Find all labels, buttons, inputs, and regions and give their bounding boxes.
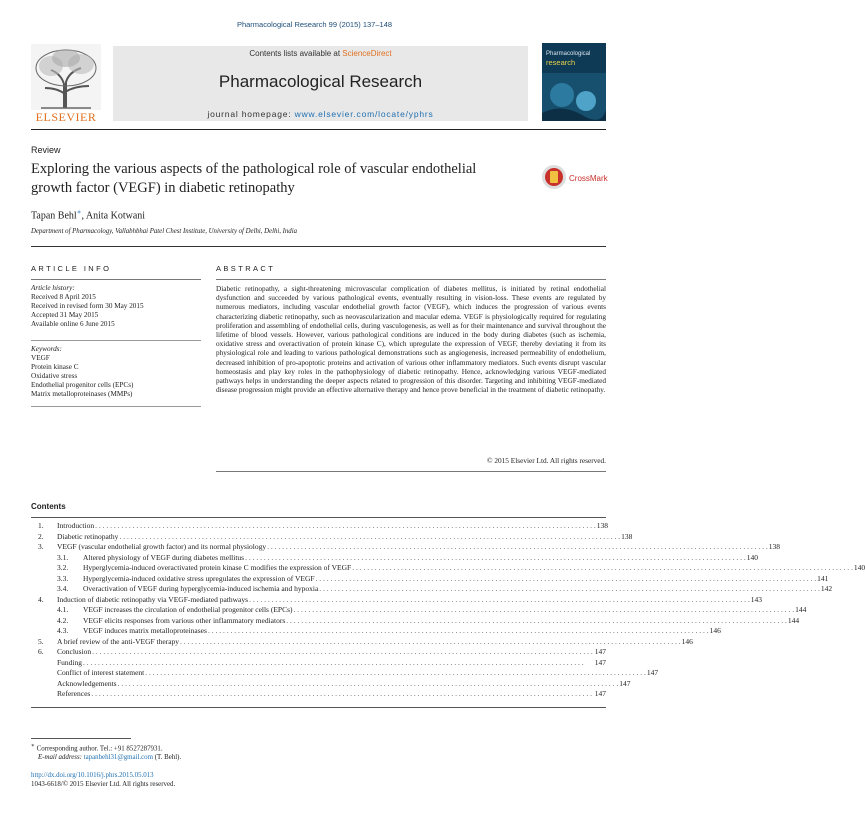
toc-entry[interactable] [31, 563, 865, 573]
metadata-rule [31, 246, 606, 247]
toc-entry[interactable] [31, 594, 762, 605]
cover-title-1: Pharmacological [546, 51, 591, 57]
toc-page: 147 [646, 668, 659, 677]
crossmark-icon[interactable] [541, 163, 607, 191]
toc-number: 5. [38, 636, 44, 646]
toc-number [31, 658, 57, 668]
issn-copyright: 1043-6618/© 2015 Elsevier Ltd. All rights reserved. [31, 781, 176, 788]
toc-entry[interactable] [31, 636, 693, 647]
toc-leader: . . . . . . . . . . . . . . . . . . . . . . . . . . . . . . . . . . . . . . . . . . . . . . . . . . . . . . . . . . . . . . . . . . . . . . . . . . . . . . . . . . . . . . . . . . . . . . . . . . . . . . . . . . . . . . . . . . . . . . . . . . . . . . . . . . . . . . [352, 563, 853, 572]
toc-leader: . . . . . . . . . . . . . . . . . . . . . . . . . . . . . . . . . . . . . . . . . . . . . . . . . . . . . . . . . . . . . . . . . . . . . . . . . . . . . . . . . . . . . . . . . . . . . . . . . . . . . . . . . . . . . . . . . . . . . . . . . . . . . . . . . . . . . . [91, 689, 592, 698]
crossmark-label: CrossMark [569, 174, 608, 183]
toc-page: 140 [853, 563, 865, 572]
toc-leader: . . . . . . . . . . . . . . . . . . . . . . . . . . . . . . . . . . . . . . . . . . . . . . . . . . . . . . . . . . . . . . . . . . . . . . . . . . . . . . . . . . . . . . . . . . . . . . . . . . . . . . . . . . . . . . . . . . . . . . . . . . . . . . . . . . . . . . [315, 573, 817, 583]
article-history [31, 284, 201, 329]
toc-leader: . . . . . . . . . . . . . . . . . . . . . . . . . . . . . . . . . . . . . . . . . . . . . . . . . . . . . . . . . . . . . . . . . . . . . . . . . . . . . . . . . . . . . . . . . . . . . . . . . . . . . . . . . . . . . . . . . . . . . . . . . . . . . . . . . . . . . . [319, 584, 820, 593]
author-2: , Anita Kotwani [81, 210, 146, 222]
toc-leader: . . . . . . . . . . . . . . . . . . . . . . . . . . . . . . . . . . . . . . . . . . . . . . . . . . . . . . . . . . . . . . . . . . . . . . . . . . . . . . . . . . . . . . . . . . . . . . . . . . . . . . . . . . . . . . . . . . . . . . . . . . . . . . . . . . . . . . [83, 657, 584, 667]
toc-leader: . . . . . . . . . . . . . . . . . . . . . . . . . . . . . . . . . . . . . . . . . . . . . . . . . . . . . . . . . . . . . . . . . . . . . . . . . . . . . . . . . . . . . . . . . . . . . . . . . . . . . . . . . . . . . . . . . . . . . . . . . . . . . . . . . . . . . . [207, 626, 709, 635]
toc-number: 4. [38, 594, 44, 604]
toc-label[interactable]: References [57, 689, 91, 698]
toc-page: 146 [681, 636, 693, 646]
toc-entry[interactable] [31, 626, 721, 636]
toc-number: 3. [38, 542, 44, 551]
toc-label[interactable]: Conflict of interest statement [57, 668, 145, 677]
toc-number: 3.1. [57, 552, 69, 562]
toc-entry[interactable] [31, 542, 780, 552]
toc-label[interactable]: Hyperglycemia-induced oxidative stress upregulates the expression of VEGF [83, 573, 315, 583]
footnote-star: ∗ [31, 743, 35, 749]
toc-label[interactable]: VEGF increases the circulation of endothelial progenitor cells (EPCs) [83, 605, 293, 614]
running-head[interactable]: Pharmacological Research 99 (2015) 137–148 [236, 20, 393, 29]
homepage-prefix: journal homepage: [207, 109, 295, 119]
toc-number: 1. [38, 521, 44, 530]
email-suffix: (T. Behl). [153, 754, 182, 762]
corresponding-author-mark[interactable]: ∗ [76, 208, 82, 216]
history-rule [31, 340, 201, 341]
history-item: Accepted 31 May 2015 [31, 311, 99, 319]
abstract-text: Diabetic retinopathy, a sight-threatening microvascular complication of diabetes mellitus, is initiated by retinal endothelial dysfunction and succeeded by various pathological events, eventually resulting in vision-loss. These events are regulated by numerous mediators, including vascular endothelial growth factor (VEGF), which induces the progression of various events characterizing diabetic retinopathy, such as neovascularization and macular edema. VEGF is physiologically required for regulating proliferation and assembling of endothelial cells, during vasculogenesis, as well as for their maintenance and survival throughout the lifetime of blood vessels. However, various pathological conditions are induced in the body during diabetes (such as ischemia, oxidative stress and overactivation of protein kinase C), which upregulate the expression of VEGF, thereby deviating it from its physiological role and leading to various pathological demonstrations such as angiogenesis, increased permeability of endothelium, decreased inhibition of pro-apoptotic proteins and activation of various other inflammatory mediators. Such events disrupt vascular homeostasis and play key roles in the pathophysiology of diabetic retinopathy. Hence, acknowledging various VEGF-mediated pathways helps in understanding the deeper aspects related to progression of this disorder. Targeting and inhibiting VEGF-mediated disease progression might provide an effective alternative therapy and hence prove beneficial in the treatment of diabetic retinopathy. [216, 284, 606, 395]
history-item: Received in revised form 30 May 2015 [31, 302, 144, 310]
author-list [31, 208, 145, 221]
toc-label[interactable]: VEGF elicits responses from various other inflammatory mediators [83, 615, 286, 625]
toc-label[interactable]: Altered physiology of VEGF during diabetes mellitus [83, 552, 245, 562]
toc-number: 3.4. [57, 584, 69, 593]
abstract-rule [216, 279, 606, 280]
toc-page: 138 [768, 542, 780, 551]
toc-label[interactable]: Introduction [57, 521, 95, 530]
contents-heading: Contents [31, 502, 66, 511]
toc-label[interactable]: Overactivation of VEGF during hyperglycemia-induced ischemia and hypoxia [83, 584, 319, 593]
toc-entry[interactable] [31, 584, 833, 594]
toc-number: 4.2. [57, 615, 69, 625]
header-rule [31, 129, 606, 130]
toc-leader: . . . . . . . . . . . . . . . . . . . . . . . . . . . . . . . . . . . . . . . . . . . . . . . . . . . . . . . . . . . . . . . . . . . . . . . . . . . . . . . . . . . . . . . . . . . . . . . . . . . . . . . . . . . . . . . . . . . . . . . . . . . . . . . . . . . . . . [267, 542, 768, 551]
toc-leader: . . . . . . . . . . . . . . . . . . . . . . . . . . . . . . . . . . . . . . . . . . . . . . . . . . . . . . . . . . . . . . . . . . . . . . . . . . . . . . . . . . . . . . . . . . . . . . . . . . . . . . . . . . . . . . . . . . . . . . . . . . . . . . . . . . . . . . [95, 521, 596, 530]
toc-number: 2. [38, 531, 44, 541]
toc-entry[interactable] [31, 615, 800, 626]
cover-artwork [542, 73, 606, 121]
toc-page: 140 [746, 552, 758, 562]
keywords [31, 345, 201, 399]
toc-page: 138 [621, 531, 633, 541]
toc-number: 3.3. [57, 573, 69, 583]
author-1: Tapan Behl [31, 210, 77, 222]
abstract-end-rule [216, 471, 606, 472]
toc-page: 147 [594, 657, 606, 667]
toc-label[interactable]: Induction of diabetic retinopathy via VEGF-mediated pathways [57, 594, 249, 604]
keywords-rule [31, 406, 201, 407]
toc-label[interactable]: Funding [57, 657, 83, 667]
toc-leader: . . . . . . . . . . . . . . . . . . . . . . . . . . . . . . . . . . . . . . . . . . . . . . . . . . . . . . . . . . . . . . . . . . . . . . . . . . . . . . . . . . . . . . . . . . . . . . . . . . . . . . . . . . . . . . . . . . . . . . . . . . . . . . . . . . . . . . [119, 531, 621, 541]
toc-entry[interactable] [31, 521, 606, 531]
toc-entry[interactable] [31, 678, 631, 689]
journal-name: Pharmacological Research [218, 72, 423, 91]
doi-link[interactable]: http://dx.doi.org/10.1016/j.phrs.2015.05.013 [31, 772, 154, 779]
toc-leader: . . . . . . . . . . . . . . . . . . . . . . . . . . . . . . . . . . . . . . . . . . . . . . . . . . . . . . . . . . . . . . . . . . . . . . . . . . . . . . . . . . . . . . . . . . . . . . . . . . . . . . . . . . . . . . . . . . . . . . . . . . . . . . . . . . . . . . [249, 594, 750, 604]
toc-entry[interactable] [31, 658, 606, 668]
toc-leader: . . . . . . . . . . . . . . . . . . . . . . . . . . . . . . . . . . . . . . . . . . . . . . . . . . . . . . . . . . . . . . . . . . . . . . . . . . . . . . . . . . . . . . . . . . . . . . . . . . . . . . . . . . . . . . . . . . . . . . . . . . . . . . . . . . . . . . [117, 678, 619, 688]
toc-number: 4.1. [57, 605, 69, 614]
contents-bottom-rule [31, 707, 606, 708]
toc-page: 144 [795, 605, 807, 614]
toc-entry[interactable] [31, 689, 606, 699]
toc-entry[interactable] [31, 668, 659, 678]
toc-page: 147 [619, 678, 631, 688]
article-title: Exploring the various aspects of the pathological role of vascular endothelial growth factor (VEGF) in diabetic retinopathy [31, 161, 477, 196]
toc-leader: . . . . . . . . . . . . . . . . . . . . . . . . . . . . . . . . . . . . . . . . . . . . . . . . . . . . . . . . . . . . . . . . . . . . . . . . . . . . . . . . . . . . . . . . . . . . . . . . . . . . . . . . . . . . . . . . . . . . . . . . . . . . . . . . . . . . . . [286, 615, 787, 625]
toc-number [31, 689, 57, 699]
toc-entry[interactable] [31, 552, 758, 563]
toc-number: 4.3. [57, 626, 69, 635]
toc-entry[interactable] [31, 573, 829, 584]
toc-label[interactable]: Hyperglycemia-induced overactivated protein kinase C modifies the expression of VEGF [83, 563, 352, 572]
sciencedirect-link[interactable]: ScienceDirect [342, 49, 392, 58]
toc-page: 141 [817, 573, 829, 583]
toc-leader: . . . . . . . . . . . . . . . . . . . . . . . . . . . . . . . . . . . . . . . . . . . . . . . . . . . . . . . . . . . . . . . . . . . . . . . . . . . . . . . . . . . . . . . . . . . . . . . . . . . . . . . . . . . . . . . . . . . . . . . . . . . . . . . . . . . . . . [180, 636, 681, 646]
contents-prefix: Contents lists available at [249, 49, 343, 58]
toc-label[interactable]: Diabetic retinopathy [57, 531, 119, 541]
footnote-corresponding: Corresponding author. Tel.: +91 8527287931. [34, 745, 163, 753]
corresponding-author-footnote [31, 742, 181, 762]
article-type: Review [31, 145, 61, 155]
footnote-rule [31, 738, 131, 739]
contents-top-rule [31, 517, 606, 518]
toc-page: 142 [820, 584, 833, 593]
toc-page: 138 [596, 521, 608, 530]
toc-number: 3.2. [57, 563, 69, 572]
history-item: Available online 6 June 2015 [31, 320, 115, 328]
journal-homepage-line [113, 109, 528, 119]
journal-cover-image [542, 43, 606, 121]
toc-leader: . . . . . . . . . . . . . . . . . . . . . . . . . . . . . . . . . . . . . . . . . . . . . . . . . . . . . . . . . . . . . . . . . . . . . . . . . . . . . . . . . . . . . . . . . . . . . . . . . . . . . . . . . . . . . . . . . . . . . . . . . . . . . . . . . . . . . . [245, 552, 746, 562]
toc-leader: . . . . . . . . . . . . . . . . . . . . . . . . . . . . . . . . . . . . . . . . . . . . . . . . . . . . . . . . . . . . . . . . . . . . . . . . . . . . . . . . . . . . . . . . . . . . . . . . . . . . . . . . . . . . . . . . . . . . . . . . . . . . . . . . . . . . . . [293, 605, 795, 614]
toc-number: 6. [38, 647, 44, 656]
toc-number [31, 679, 57, 689]
affiliation: Department of Pharmacology, Vallabhbhai Patel Chest Institute, University of Delhi, Delhi, India [31, 228, 297, 235]
history-item: Received 8 April 2015 [31, 293, 96, 301]
toc-entry[interactable] [31, 647, 606, 657]
keyword: Matrix metalloproteinases (MMPs) [31, 390, 133, 398]
publisher-name: ELSEVIER [35, 110, 97, 124]
keyword: VEGF [31, 354, 50, 362]
toc-leader: . . . . . . . . . . . . . . . . . . . . . . . . . . . . . . . . . . . . . . . . . . . . . . . . . . . . . . . . . . . . . . . . . . . . . . . . . . . . . . . . . . . . . . . . . . . . . . . . . . . . . . . . . . . . . . . . . . . . . . . . . . . . . . . . . . . . . . [145, 668, 646, 677]
toc-page: 147 [594, 647, 606, 656]
toc-label[interactable]: VEGF induces matrix metalloproteinases [83, 626, 207, 635]
toc-page: 146 [709, 626, 721, 635]
toc-page: 144 [787, 615, 800, 625]
toc-label[interactable]: Conclusion [57, 647, 92, 656]
abstract-heading: ABSTRACT [216, 264, 276, 273]
keywords-label: Keywords: [31, 345, 62, 353]
keyword: Protein kinase C [31, 363, 79, 371]
article-info-heading: ARTICLE INFO [31, 264, 112, 273]
toc-entry[interactable] [31, 605, 807, 615]
contents-available-line [113, 49, 528, 58]
abstract-copyright: © 2015 Elsevier Ltd. All rights reserved. [486, 456, 606, 465]
toc-page: 147 [594, 689, 606, 698]
toc-leader: . . . . . . . . . . . . . . . . . . . . . . . . . . . . . . . . . . . . . . . . . . . . . . . . . . . . . . . . . . . . . . . . . . . . . . . . . . . . . . . . . . . . . . . . . . . . . . . . . . . . . . . . . . . . . . . . . . . . . . . . . . . . . . . . . . . . . . [92, 647, 593, 656]
keyword: Oxidative stress [31, 372, 78, 380]
article-info-rule [31, 279, 201, 280]
toc-number [31, 668, 57, 678]
toc-label[interactable]: VEGF (vascular endothelial growth factor) and its normal physiology [57, 542, 267, 551]
toc-label[interactable]: Acknowledgements [57, 678, 117, 688]
toc-page: 143 [750, 594, 762, 604]
toc-entry[interactable] [31, 531, 633, 542]
email-link[interactable]: tapanbehl31@gmail.com [83, 754, 153, 762]
cover-title-2: research [546, 58, 576, 67]
history-label: Article history: [31, 284, 75, 292]
toc-label[interactable]: A brief review of the anti-VEGF therapy [57, 636, 180, 646]
homepage-link[interactable]: www.elsevier.com/locate/yphrs [294, 109, 434, 119]
keyword: Endothelial progenitor cells (EPCs) [31, 381, 134, 389]
email-label: E-mail address: [38, 754, 84, 762]
